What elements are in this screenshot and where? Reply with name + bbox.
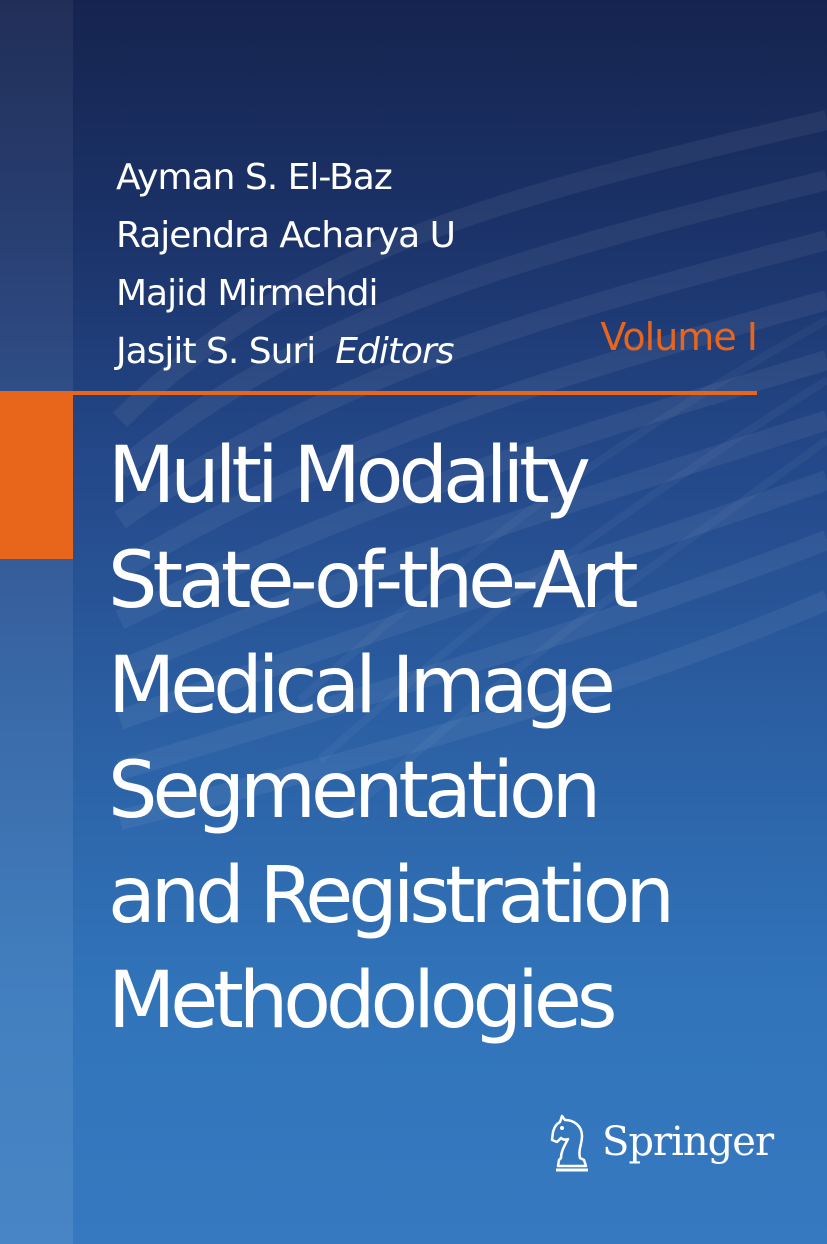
- orange-accent-block: [0, 391, 73, 559]
- title-line: Multi Modality: [108, 431, 586, 521]
- publisher-name: Springer: [602, 1119, 774, 1165]
- editor-name: Rajendra Acharya U: [116, 215, 456, 256]
- volume-label: Volume I: [600, 315, 757, 359]
- editor-name: Jasjit S. Suri: [116, 331, 316, 372]
- editors-role: Editors: [335, 331, 454, 372]
- book-title: [108, 424, 798, 1054]
- title-line: and Registration: [108, 851, 670, 941]
- editor-name: Ayman S. El-Baz: [116, 157, 392, 198]
- editor-name-line: [116, 331, 454, 372]
- title-line: Medical Image: [108, 641, 611, 731]
- editor-name: Majid Mirmehdi: [116, 273, 378, 314]
- orange-divider-line: [73, 391, 757, 395]
- title-line: Methodologies: [108, 956, 613, 1046]
- left-band: [0, 0, 73, 1244]
- title-line: State-of-the-Art: [108, 536, 634, 626]
- title-line: Segmentation: [108, 746, 597, 836]
- knight-chess-icon: [548, 1114, 596, 1172]
- publisher-logo: [548, 1112, 774, 1176]
